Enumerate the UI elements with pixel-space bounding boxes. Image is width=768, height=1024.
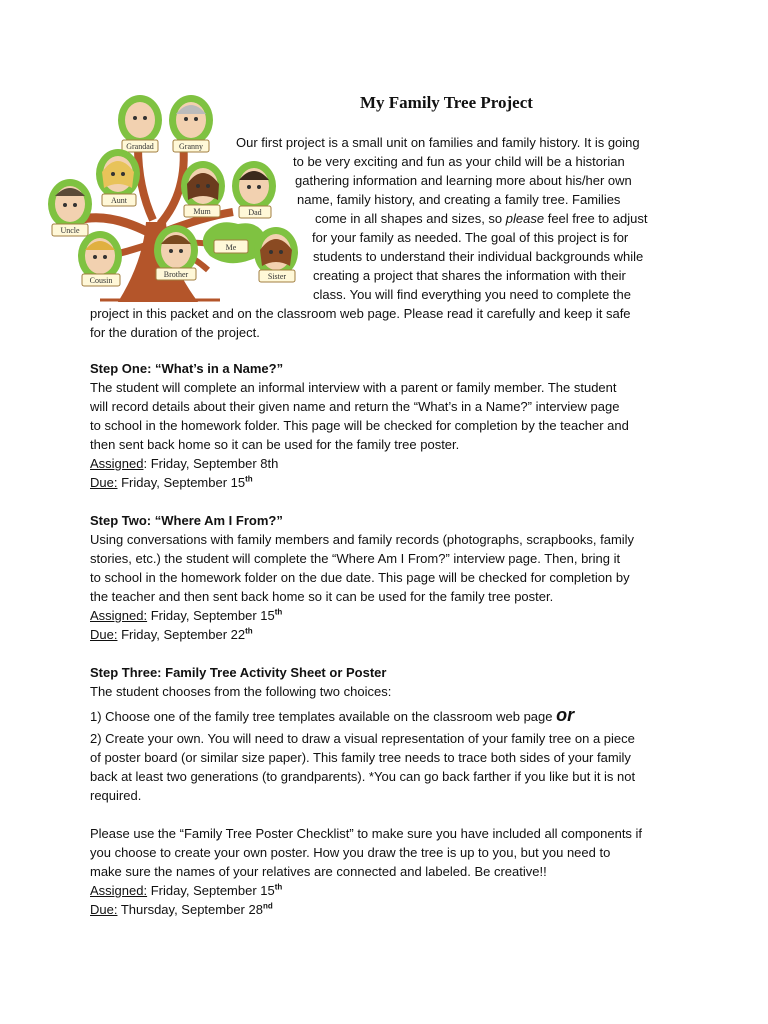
intro-line: to be very exciting and fun as your child will be a historian <box>293 154 625 169</box>
mum-portrait <box>181 161 225 217</box>
emphasis-text: please <box>505 211 545 226</box>
step-one-heading: Step One: “What’s in a Name?” <box>90 361 284 376</box>
due-date: Friday, September 15 <box>117 475 246 490</box>
choice-two-line: of poster board (or similar size paper). This family tree needs to trace both sides of your family <box>90 750 631 765</box>
intro-line: project in this packet and on the classroom web page. Please read it carefully and keep it safe <box>90 306 631 321</box>
granny-label: Granny <box>179 142 203 151</box>
checklist-line: make sure the names of your relatives are connected and labeled. Be creative!! <box>90 864 547 879</box>
intro-line: for the duration of the project. <box>90 325 260 340</box>
choice-two-line: required. <box>90 788 142 803</box>
uncle-portrait <box>48 179 92 236</box>
assigned-date: Friday, September 15 <box>147 608 275 623</box>
family-tree-illustration <box>38 92 300 304</box>
intro-text: come in all shapes and sizes, so <box>315 211 506 226</box>
granny-portrait <box>169 95 213 152</box>
step-one-assigned <box>90 454 278 473</box>
step-two-heading: Step Two: “Where Am I From?” <box>90 513 283 528</box>
step-one-line: The student will complete an informal interview with a parent or family member. The student <box>90 380 617 395</box>
uncle-label: Uncle <box>60 226 80 235</box>
aunt-portrait <box>96 149 140 206</box>
step-three-due <box>90 900 273 919</box>
intro-text: feel free to adjust <box>544 211 648 226</box>
intro-line: students to understand their individual backgrounds while <box>313 249 644 264</box>
choice-two-line: 2) Create your own. You will need to draw a visual representation of your family tree on a piece <box>90 731 635 746</box>
sister-label: Sister <box>267 272 287 281</box>
step-two-line: Using conversations with family members and family records (photographs, scrapbooks, family <box>90 532 635 547</box>
step-three-heading: Step Three: Family Tree Activity Sheet or Poster <box>90 665 387 680</box>
assigned-label: Assigned: <box>90 608 148 623</box>
brother-portrait <box>154 225 198 280</box>
assigned-date: Friday, September 15 <box>147 883 275 898</box>
me-label: Me <box>225 243 237 252</box>
intro-line: name, family history, and creating a family tree. Families <box>297 192 621 207</box>
intro-line: class. You will find everything you need to complete the <box>313 287 631 302</box>
date-suffix: th <box>245 626 253 636</box>
date-suffix: th <box>274 607 283 617</box>
step-one-due <box>90 473 253 492</box>
step-two-assigned <box>90 606 282 625</box>
brother-label: Brother <box>163 270 189 279</box>
intro-line: for your family as needed. The goal of this project is for <box>312 230 629 245</box>
date-suffix: nd <box>262 901 273 911</box>
step-one-line: to school in the homework folder. This page will be checked for completion by the teacher and <box>90 418 629 433</box>
assigned-label: Assigned: <box>90 883 148 898</box>
step-three-assigned <box>90 881 282 900</box>
due-date: Friday, September 22 <box>117 627 246 642</box>
step-two-line: the teacher and then sent back home so it can be used for the family tree poster. <box>90 589 554 604</box>
assigned-date: : Friday, September 8th <box>143 456 279 471</box>
choice-two-line: back at least two generations (to grandparents). *You can go back farther if you like but it is not <box>90 769 636 784</box>
step-two-line: stories, etc.) the student will complete the “Where Am I From?” interview page. Then, bring it <box>90 551 621 566</box>
intro-line <box>315 209 647 228</box>
intro-line: Our first project is a small unit on families and family history. It is going <box>236 135 640 150</box>
date-suffix: th <box>245 474 253 484</box>
step-one-line: then sent back home so it can be used for the family tree poster. <box>90 437 460 452</box>
page-title: My Family Tree Project <box>360 93 533 112</box>
or-text: or <box>556 705 575 725</box>
checklist-line: Please use the “Family Tree Poster Checklist” to make sure you have included all components if <box>90 826 643 841</box>
grandad-label: Grandad <box>126 142 154 151</box>
cousin-label: Cousin <box>89 276 113 285</box>
choice-one <box>90 706 574 726</box>
cousin-portrait <box>78 231 122 286</box>
date-suffix: th <box>274 882 283 892</box>
sister-portrait <box>254 227 298 282</box>
due-label: Due: <box>90 902 118 917</box>
aunt-label: Aunt <box>111 196 127 205</box>
choice-one-text: 1) Choose one of the family tree templates available on the classroom web page <box>90 709 553 724</box>
step-three-line: The student chooses from the following two choices: <box>90 684 392 699</box>
mum-label: Mum <box>193 207 211 216</box>
grandad-portrait <box>118 95 162 152</box>
due-date: Thursday, September 28 <box>117 902 263 917</box>
step-two-due <box>90 625 253 644</box>
step-one-line: will record details about their given name and return the “What’s in a Name?” interview page <box>90 399 620 414</box>
due-label: Due: <box>90 627 118 642</box>
due-label: Due: <box>90 475 118 490</box>
checklist-line: you choose to create your own poster. How you draw the tree is up to you, but you need to <box>90 845 611 860</box>
assigned-label: Assigned <box>90 456 144 471</box>
step-two-line: to school in the homework folder on the due date. This page will be checked for completion by <box>90 570 630 585</box>
dad-label: Dad <box>248 208 262 217</box>
dad-portrait <box>232 161 276 218</box>
intro-line: gathering information and learning more about his/her own <box>295 173 632 188</box>
intro-line: creating a project that shares the information with their <box>313 268 626 283</box>
